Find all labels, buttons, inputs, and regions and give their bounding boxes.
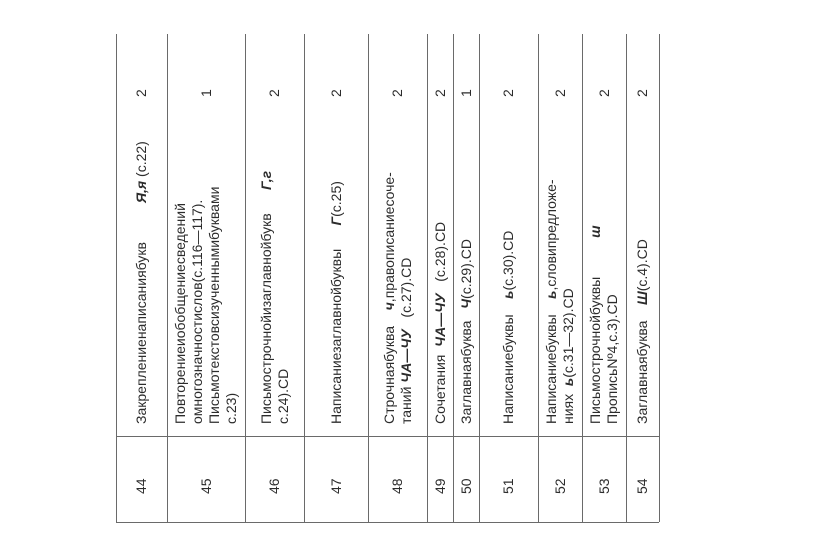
highlighted-letter: Г,г (258, 170, 274, 190)
topic-text: (с.22) (133, 141, 149, 181)
lesson-topic-line (604, 225, 621, 424)
lesson-topic-line (560, 179, 577, 424)
column-divider (245, 34, 246, 522)
topic-text: омногозначностислов(с.116—117). (189, 199, 205, 424)
lesson-number: 47 (328, 478, 344, 494)
lesson-topic (258, 171, 292, 424)
topic-text: Письмострочнойизаглавнойбукв (258, 189, 274, 424)
highlighted-letter: ЧА—ЧУ (398, 329, 414, 383)
topic-text: Написаниебуквы (500, 298, 516, 424)
lesson-topic-line (432, 222, 449, 424)
lesson-topic (458, 239, 475, 424)
topic-text: с.23) (223, 392, 239, 424)
topic-text: (с.30).CD (500, 230, 516, 291)
column-divider (453, 34, 454, 522)
topic-text: Заглавнаябуква (634, 305, 650, 424)
lesson-number: 53 (596, 478, 612, 494)
lesson-topic-line (634, 239, 651, 424)
lesson-hours: 1 (198, 89, 214, 97)
lesson-hours: 2 (389, 89, 405, 97)
topic-text: (с.28).CD (432, 221, 448, 294)
highlighted-letter: ч (381, 302, 397, 311)
lesson-topic-line (381, 172, 398, 424)
lesson-topic (587, 225, 621, 424)
column-divider (479, 34, 480, 522)
topic-text: ,правописаниесоче- (381, 172, 397, 303)
lesson-topic-line (500, 231, 517, 424)
topic-text: Повторениеиобобщениесведений (172, 203, 188, 424)
topic-text: (с.31—32).CD (560, 288, 576, 378)
column-divider (582, 34, 583, 522)
lesson-hours: 2 (634, 89, 650, 97)
topic-text: (с.4).CD (634, 239, 650, 292)
topic-text: Письмострочнойбуквы (587, 237, 603, 424)
topic-text: Строчнаябуква (381, 310, 397, 424)
topic-text: (с.29).CD (458, 239, 474, 299)
lesson-hours: 2 (133, 89, 149, 97)
topic-text: таний (398, 382, 414, 424)
lesson-hours: 2 (328, 89, 344, 97)
column-divider (368, 34, 369, 522)
topic-text: с.24).CD (275, 368, 291, 424)
lesson-topic-line (328, 181, 345, 424)
lesson-hours: 2 (266, 89, 282, 97)
row-divider (116, 436, 659, 437)
column-divider (427, 34, 428, 522)
lesson-hours: 1 (458, 89, 474, 97)
lesson-topic (432, 222, 449, 424)
highlighted-letter: ь (543, 290, 559, 299)
topic-text: Сочетания (432, 346, 448, 424)
column-divider (538, 34, 539, 522)
lesson-topic-line (172, 187, 189, 424)
lesson-topic (500, 231, 517, 424)
highlighted-letter: Ш (634, 291, 650, 305)
lesson-hours: 2 (552, 89, 568, 97)
topic-text: Закреплениенаписаниябукв (133, 203, 149, 424)
topic-text: ,словипредложе- (543, 179, 559, 291)
lesson-topic (328, 181, 345, 424)
lesson-number: 50 (458, 478, 474, 494)
highlighted-letter: ш (587, 225, 603, 238)
lesson-hours: 2 (432, 89, 448, 97)
lesson-topic-line (206, 187, 223, 424)
lesson-topic-line (258, 171, 275, 424)
topic-text: ниях (560, 386, 576, 424)
topic-text: Написаниезаглавнойбуквы (328, 225, 344, 424)
highlighted-letter: Я,я (133, 180, 149, 204)
lesson-number: 54 (634, 478, 650, 494)
topic-text: ПрописьNº4,с.3).CD (604, 294, 620, 424)
lesson-topic (381, 172, 415, 424)
lesson-topic-line (398, 172, 415, 424)
lesson-topic-line (275, 171, 292, 424)
lesson-number: 46 (266, 478, 282, 494)
highlighted-letter: ь (500, 290, 516, 299)
lesson-hours: 2 (596, 89, 612, 97)
lesson-number: 49 (432, 478, 448, 494)
topic-text: Заглавнаябуква (458, 308, 474, 424)
lesson-number: 51 (500, 478, 516, 494)
topic-text: (с.27).CD (398, 257, 414, 330)
lesson-topic-line (543, 179, 560, 424)
table-border-left (116, 34, 117, 522)
lesson-topic-line (189, 187, 206, 424)
lesson-number: 48 (389, 478, 405, 494)
column-divider (304, 34, 305, 522)
lesson-topic-line (458, 239, 475, 424)
lesson-topic-line (223, 187, 240, 424)
table-border-bottom (116, 522, 659, 523)
table-border-right (659, 34, 660, 522)
lesson-topic-line (587, 225, 604, 424)
lesson-topic (133, 141, 150, 424)
highlighted-letter: Ч (458, 298, 474, 309)
highlighted-letter: ЧА—ЧУ (432, 293, 448, 347)
lesson-topic-line (133, 141, 150, 424)
lesson-hours: 2 (500, 89, 516, 97)
lesson-topic (634, 239, 651, 424)
lesson-topic (543, 179, 577, 424)
column-divider (626, 34, 627, 522)
topic-text: Письмотекстовсизученнымибуквами (206, 186, 222, 424)
lesson-number: 45 (198, 478, 214, 494)
lesson-topic (172, 187, 240, 424)
topic-text: Написаниебуквы (543, 298, 559, 424)
highlighted-letter: ь (560, 377, 576, 387)
topic-text: (с.25) (328, 181, 344, 217)
highlighted-letter: Г (328, 216, 344, 226)
column-divider (167, 34, 168, 522)
lesson-number: 52 (552, 478, 568, 494)
lesson-number: 44 (133, 478, 149, 494)
